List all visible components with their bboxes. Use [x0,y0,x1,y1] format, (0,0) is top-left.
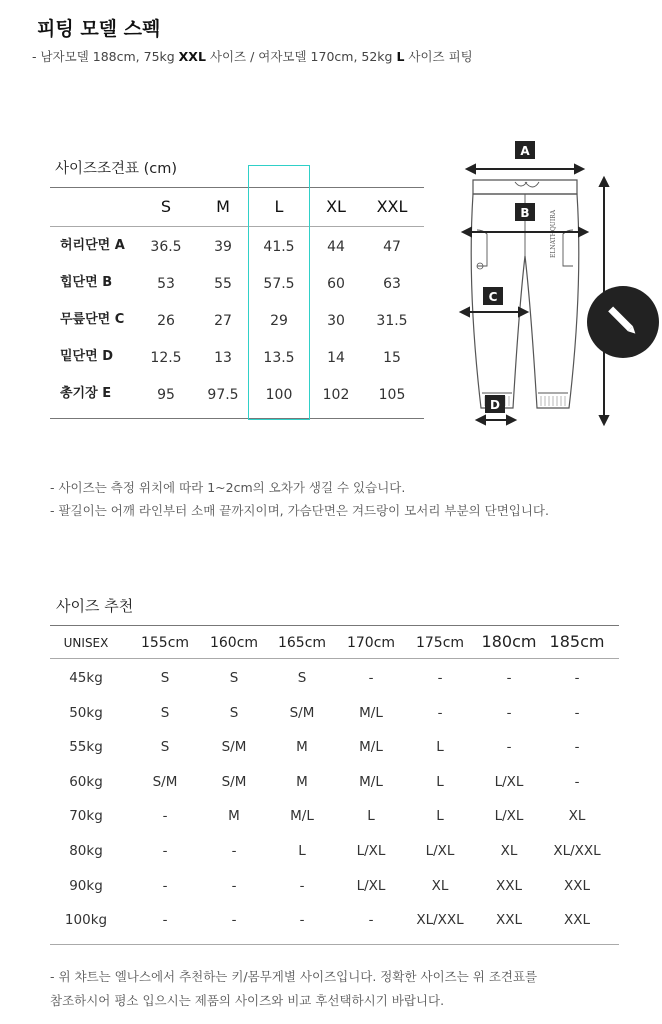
recommend-cell: - [162,878,168,894]
recommend-cell: - [231,878,237,894]
recommend-cell: - [574,670,580,686]
spec-suffix: 사이즈 피팅 [404,49,473,64]
recommend-cell: XXL [563,912,591,928]
recommend-cell: S/M [152,774,178,790]
waist-arrow-head-left [467,165,475,173]
recommend-cell: XL [431,878,449,894]
recommend-bottom-rule [50,944,619,945]
recommend-cell: M [296,739,308,755]
spec-prefix: - 남자모델 188cm, 75kg [32,49,179,64]
label-d: D [490,398,500,412]
weight-row-label: 90kg [69,878,103,894]
recommend-cell: L/XL [494,808,524,824]
recommend-header-rule [50,658,619,659]
recommend-cell: XXL [495,878,523,894]
size-cell: 97.5 [207,387,239,403]
recommend-cell: S/M [289,705,315,721]
recommend-cell: L/XL [425,843,455,859]
brand-print: ELNATHQUIRA [550,209,557,258]
height-col: 185cm [549,632,605,651]
edit-button[interactable] [587,286,659,358]
recommend-cell: XL/XXL [553,843,601,859]
recommend-cell: - [162,912,168,928]
label-c: C [488,290,498,304]
recommend-cell: - [231,912,237,928]
size-cell: 100 [265,387,293,403]
size-cell: 47 [383,239,401,255]
height-col: 170cm [346,635,396,651]
size-cell: 29 [270,313,288,329]
recommend-cell: S [160,739,170,755]
fitting-model-spec [32,47,473,65]
size-cell: 105 [378,387,406,403]
size-cell: 102 [322,387,350,403]
hip-arrow-head-right [579,228,587,236]
recommend-cell: - [437,670,443,686]
note-line: - 팔길이는 어깨 라인부터 소매 끝까지이며, 가슴단면은 겨드랑이 모서리 부분의 단면입니다. [50,503,549,518]
recommend-cell: - [368,912,374,928]
recommend-cell: S/M [221,739,247,755]
waist-arrow-head-right [575,165,583,173]
spec-size-female: L [396,49,405,64]
recommend-cell: - [162,808,168,824]
length-arrow-head-bottom [600,416,608,424]
recommend-caption: 사이즈 추천 [56,597,134,615]
weight-row-label: 55kg [69,739,103,755]
recommend-corner: UNISEX [63,636,109,650]
size-cell: 44 [327,239,345,255]
recommend-cell: L [436,774,444,790]
size-table-bottom-rule [50,418,424,419]
size-cell: 63 [383,276,401,292]
size-cell: 31.5 [376,313,408,329]
recommend-top-rule [50,625,619,626]
recommend-cell: L [367,808,375,824]
recommend-cell: S [160,705,170,721]
recommend-cell: L/XL [356,878,386,894]
recommend-cell: XL/XXL [416,912,464,928]
size-cell: 26 [157,313,175,329]
recommend-cell: - [162,843,168,859]
spec-mid: 사이즈 / 여자모델 170cm, 52kg [205,49,397,64]
pencil-body [608,306,633,331]
size-col-xl: XL [326,197,346,216]
size-table-top-rule [50,187,424,188]
recommend-cell: M/L [359,774,383,790]
size-row-label: 무릎단면 C [60,312,125,327]
recommend-cell: - [231,843,237,859]
size-cell: 41.5 [263,239,295,255]
knee-arrow-head-left [461,308,469,316]
recommend-cell: M/L [359,739,383,755]
footer-note-line: 참조하시어 평소 입으시는 제품의 사이즈와 비교 후선택하시기 바랍니다. [50,993,445,1008]
recommend-cell: S/M [221,774,247,790]
recommend-cell: S [229,705,239,721]
right-pocket [563,230,573,266]
size-col-xxl: XXL [376,197,408,216]
recommend-cell: - [574,739,580,755]
recommend-cell: - [506,670,512,686]
size-cell: 13 [214,350,232,366]
size-col-s: S [160,197,172,216]
recommend-cell: - [506,739,512,755]
height-col: 160cm [209,635,259,651]
drawstring-shape [515,182,539,187]
size-cell: 14 [327,350,345,366]
size-cell: 36.5 [150,239,182,255]
recommend-cell: - [368,670,374,686]
size-row-label: 총기장 E [60,386,112,401]
recommend-cell: - [574,705,580,721]
size-cell: 39 [214,239,232,255]
pants-measurement-diagram [455,138,615,430]
pencil-icon [587,286,659,358]
size-cell: 27 [214,313,232,329]
label-b: B [520,206,530,220]
recommend-cell: L [298,843,306,859]
hem-arrow-head-right [507,416,515,424]
size-cell: 12.5 [150,350,182,366]
height-col: 180cm [481,632,537,651]
recommend-cell: S [297,670,307,686]
size-table-header-rule [50,226,424,227]
recommend-cell: - [299,878,305,894]
left-pocket [477,230,487,266]
recommend-cell: L [436,739,444,755]
length-arrow-head-top [600,178,608,186]
height-col: 155cm [140,635,190,651]
spec-size-male: XXL [178,49,206,64]
label-a: A [520,144,530,158]
recommend-cell: - [574,774,580,790]
weight-row-label: 60kg [69,774,103,790]
recommend-cell: - [299,912,305,928]
recommend-cell: S [160,670,170,686]
footer-note-line: - 위 챠트는 엘나스에서 추천하는 키/몸무게별 사이즈입니다. 정확한 사이즈는 위 조견표를 [50,969,538,984]
weight-row-label: 45kg [69,670,103,686]
hem-arrow-head-left [477,416,485,424]
size-table-caption: 사이즈조견표 (cm) [55,161,178,177]
note-line: - 사이즈는 측정 위치에 따라 1~2cm의 오차가 생길 수 있습니다. [50,480,406,495]
recommend-cell: L/XL [494,774,524,790]
size-row-label: 힙단면 B [60,275,113,290]
recommend-cell: XL [568,808,586,824]
size-cell: 55 [214,276,232,292]
hip-arrow-head-left [463,228,471,236]
size-col-m: M [216,197,230,216]
weight-row-label: 100kg [64,912,108,928]
height-col: 175cm [415,635,465,651]
size-cell: 60 [327,276,345,292]
recommend-cell: - [437,705,443,721]
recommend-cell: - [506,705,512,721]
recommend-cell: M [228,808,240,824]
size-col-l: L [274,197,284,216]
size-cell: 53 [157,276,175,292]
recommend-cell: M [296,774,308,790]
height-col: 165cm [277,635,327,651]
recommend-cell: XXL [563,878,591,894]
weight-row-label: 70kg [69,808,103,824]
recommend-cell: XL [500,843,518,859]
recommend-cell: L [436,808,444,824]
knee-arrow-head-right [519,308,527,316]
size-cell: 30 [327,313,345,329]
recommend-cell: M/L [359,705,383,721]
size-row-label: 밑단면 D [60,349,113,364]
recommend-cell: M/L [290,808,314,824]
recommend-cell: L/XL [356,843,386,859]
page-title: 피팅 모델 스펙 [37,18,161,40]
size-row-label: 허리단면 A [60,238,125,253]
weight-row-label: 50kg [69,705,103,721]
size-cell: 15 [383,350,401,366]
recommend-cell: XXL [495,912,523,928]
size-cell: 95 [157,387,175,403]
recommend-cell: S [229,670,239,686]
weight-row-label: 80kg [69,843,103,859]
size-cell: 57.5 [263,276,295,292]
size-cell: 13.5 [263,350,295,366]
